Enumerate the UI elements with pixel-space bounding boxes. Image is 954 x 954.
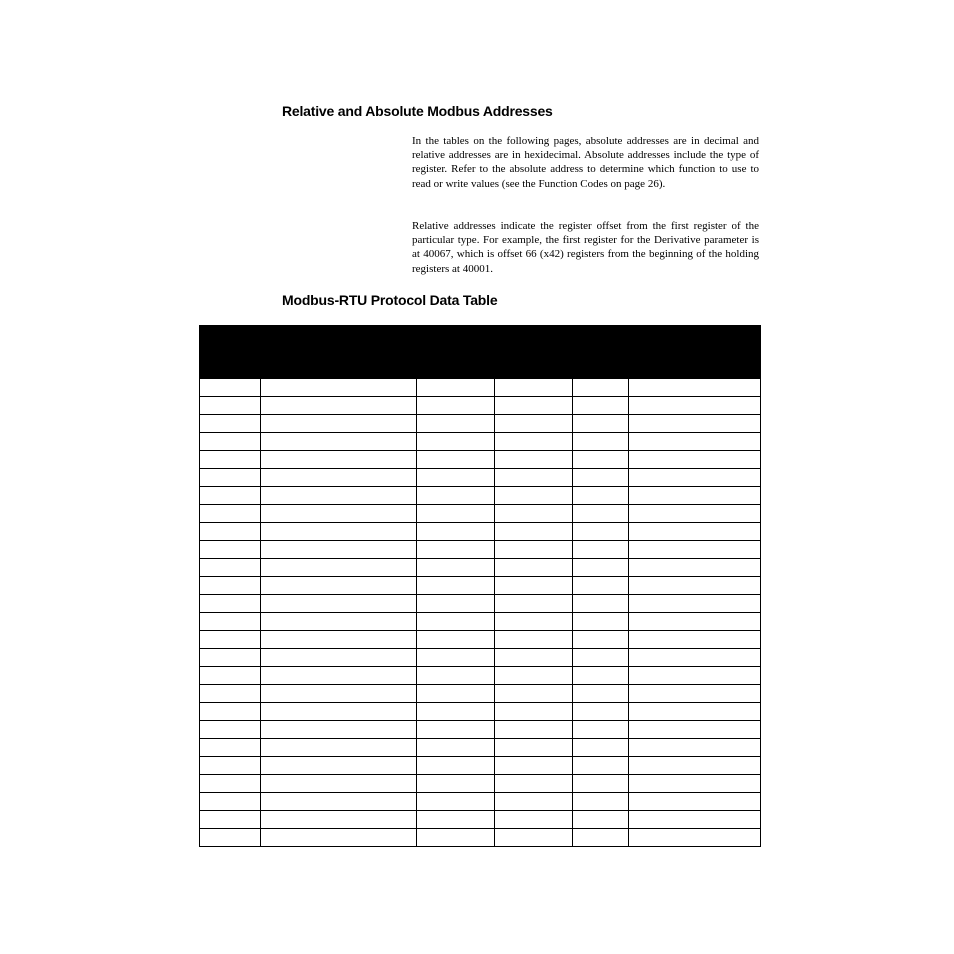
table-cell [573,379,629,397]
table-cell [200,631,261,649]
table-cell [495,667,573,685]
table-row [200,559,761,577]
table-cell [629,487,761,505]
table-cell [417,379,495,397]
table-cell [495,811,573,829]
table-row [200,433,761,451]
table-cell [417,397,495,415]
table-cell [261,451,417,469]
table-cell [629,685,761,703]
table-cell [417,577,495,595]
table-cell [573,649,629,667]
table-cell [200,559,261,577]
table-cell [495,397,573,415]
table-cell [573,541,629,559]
table-cell [629,613,761,631]
table-cell [261,595,417,613]
table-cell [573,415,629,433]
table-row [200,469,761,487]
table-cell [261,469,417,487]
table-row [200,487,761,505]
table-row [200,541,761,559]
table-cell [417,649,495,667]
table-cell [573,505,629,523]
table-cell [629,667,761,685]
table-cell [629,829,761,847]
table-cell [261,505,417,523]
table-cell [629,397,761,415]
table-cell [417,595,495,613]
table-cell [261,811,417,829]
table-cell [417,433,495,451]
table-cell [495,487,573,505]
table-cell [261,829,417,847]
paragraph-absolute-addresses: In the tables on the following pages, absolute addresses are in decimal and relative addresses are in hexidecimal. Absolute addresses include the type of register. Refer to the absolute address to determine which function to use to read or write values (see the Function Codes on page 26). [412,135,759,190]
table-cell [629,703,761,721]
table-cell [495,829,573,847]
table-cell [261,649,417,667]
table-cell [495,595,573,613]
table-cell [200,775,261,793]
table-cell [200,829,261,847]
table-cell [261,757,417,775]
table-cell [495,703,573,721]
table-row [200,631,761,649]
table-cell [417,559,495,577]
table-cell [200,703,261,721]
table-row [200,577,761,595]
table-row [200,667,761,685]
table-cell [629,757,761,775]
table-row [200,415,761,433]
table-cell [417,811,495,829]
table-cell [495,379,573,397]
table-cell [417,667,495,685]
table-cell [200,649,261,667]
table-header-cell [573,326,629,379]
table-cell [200,667,261,685]
table-cell [573,685,629,703]
table-cell [629,433,761,451]
table-row [200,721,761,739]
table-cell [573,559,629,577]
table-cell [200,433,261,451]
table-row [200,523,761,541]
table-cell [629,469,761,487]
table-row [200,739,761,757]
table-cell [417,829,495,847]
table-cell [200,397,261,415]
table-cell [573,811,629,829]
table-cell [200,541,261,559]
table-cell [573,397,629,415]
table-row [200,775,761,793]
table-cell [417,793,495,811]
table-row [200,829,761,847]
table-row [200,397,761,415]
table-cell [629,595,761,613]
table-cell [495,577,573,595]
table-cell [495,685,573,703]
table-cell [495,451,573,469]
table-cell [629,415,761,433]
table-header-cell [417,326,495,379]
table-cell [573,595,629,613]
table-cell [573,775,629,793]
table-header-row [200,326,761,379]
table-cell [495,433,573,451]
table-cell [261,793,417,811]
table-header-cell [495,326,573,379]
table-cell [629,523,761,541]
table-row [200,505,761,523]
table-cell [629,631,761,649]
table-cell [261,379,417,397]
table-row [200,811,761,829]
table-cell [200,487,261,505]
table-cell [629,577,761,595]
table-cell [200,577,261,595]
table-cell [417,613,495,631]
table-cell [495,757,573,775]
table-cell [495,631,573,649]
table-header-cell [629,326,761,379]
table-cell [261,397,417,415]
table-row [200,613,761,631]
table-cell [573,523,629,541]
table-cell [495,721,573,739]
table-cell [417,685,495,703]
section-heading-relative-absolute: Relative and Absolute Modbus Addresses [282,103,553,119]
table-cell [629,793,761,811]
table-cell [573,721,629,739]
table-cell [573,487,629,505]
table-row [200,451,761,469]
table-cell [573,829,629,847]
table-row [200,379,761,397]
table-cell [629,739,761,757]
table-cell [200,721,261,739]
table-cell [629,775,761,793]
table-cell [200,811,261,829]
table-cell [629,811,761,829]
table-cell [573,469,629,487]
table-cell [200,757,261,775]
table-cell [417,739,495,757]
table-cell [417,541,495,559]
table-cell [200,793,261,811]
modbus-data-table [199,325,761,847]
table-cell [495,505,573,523]
section-heading-data-table: Modbus-RTU Protocol Data Table [282,292,498,308]
table-cell [200,469,261,487]
table-header-cell [261,326,417,379]
paragraph-relative-addresses: Relative addresses indicate the register offset from the first register of the particular type. For example, the first register for the Derivative parameter is at 40067, which is offset 66 (x42) registers from the beginning of the holding registers at 40001. [412,220,759,275]
table-cell [573,703,629,721]
table-cell [200,613,261,631]
table-row [200,685,761,703]
table-cell [573,577,629,595]
table-cell [573,451,629,469]
table-cell [417,631,495,649]
table-cell [261,721,417,739]
table-cell [261,433,417,451]
table-row [200,703,761,721]
table-cell [200,379,261,397]
table-cell [261,775,417,793]
table-row [200,793,761,811]
table-cell [261,559,417,577]
table-cell [261,667,417,685]
table-row [200,595,761,613]
table-cell [495,415,573,433]
table-row [200,649,761,667]
table-cell [495,469,573,487]
table-cell [495,559,573,577]
table-cell [261,541,417,559]
table-cell [495,775,573,793]
table-cell [417,703,495,721]
table-cell [495,613,573,631]
table-cell [417,505,495,523]
table-cell [573,613,629,631]
table-cell [417,775,495,793]
table-cell [200,415,261,433]
table-cell [629,559,761,577]
table-cell [200,739,261,757]
table-cell [417,469,495,487]
table-cell [417,757,495,775]
table-cell [261,577,417,595]
table-cell [200,451,261,469]
table-cell [200,685,261,703]
table-cell [417,523,495,541]
table-cell [573,667,629,685]
table-cell [495,523,573,541]
table-cell [495,541,573,559]
table-cell [261,703,417,721]
table-cell [200,505,261,523]
table-cell [495,739,573,757]
table-cell [573,631,629,649]
table-cell [261,523,417,541]
table-cell [629,451,761,469]
table-cell [495,793,573,811]
table-cell [200,523,261,541]
table-cell [573,433,629,451]
table-cell [495,649,573,667]
table-body [200,379,761,847]
table-cell [417,721,495,739]
table-cell [261,631,417,649]
table-cell [200,595,261,613]
table-cell [629,541,761,559]
table-row [200,757,761,775]
table-cell [417,415,495,433]
table-cell [261,487,417,505]
table-cell [573,739,629,757]
table-cell [629,379,761,397]
table-cell [261,685,417,703]
table-cell [573,757,629,775]
table-cell [261,415,417,433]
table-cell [417,451,495,469]
table-cell [417,487,495,505]
table-cell [629,721,761,739]
table-cell [629,649,761,667]
table-cell [629,505,761,523]
table-header-cell [200,326,261,379]
table-cell [573,793,629,811]
table-cell [261,613,417,631]
table-cell [261,739,417,757]
